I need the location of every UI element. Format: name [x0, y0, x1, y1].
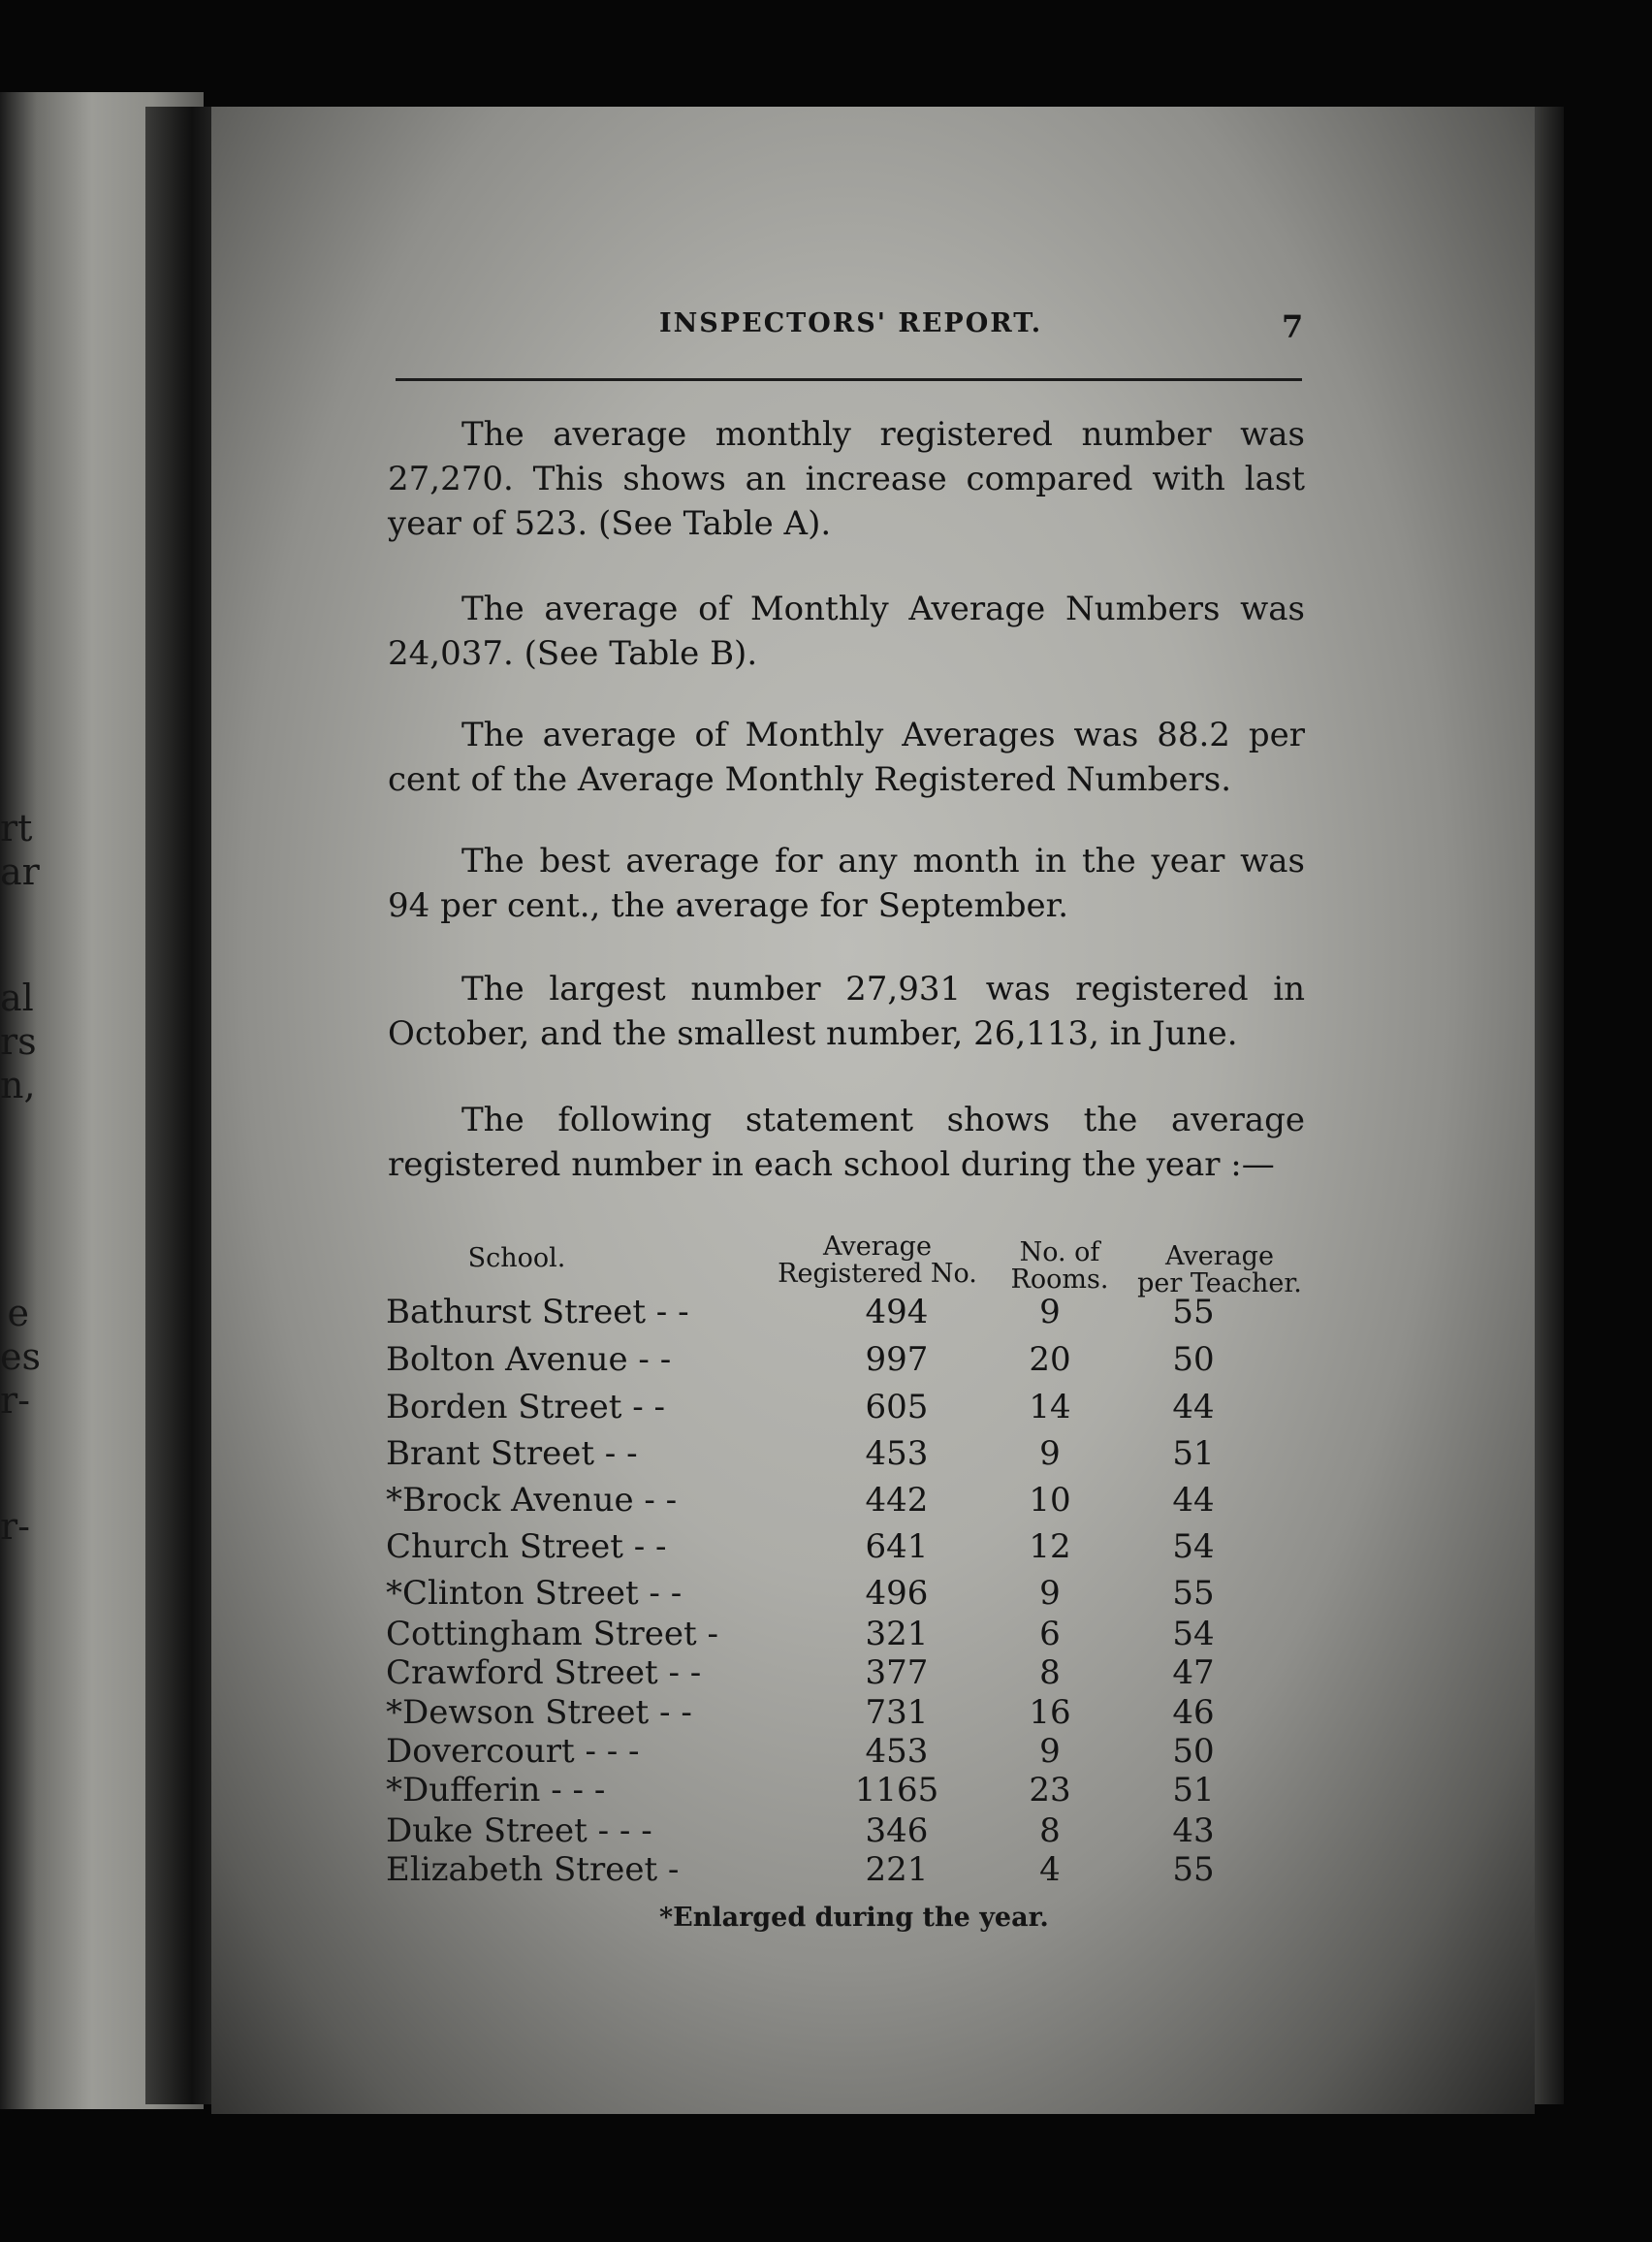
average-per-teacher: 51 — [1172, 1434, 1215, 1473]
rooms-count: 12 — [1029, 1527, 1071, 1566]
school-name: Church Street - - — [386, 1527, 667, 1566]
rooms-count: 16 — [1029, 1693, 1071, 1732]
page-edge-shadow — [1535, 107, 1564, 2104]
paragraph-best-month: The best average for any month in the year was 94 per cent., the average for September. — [388, 842, 1305, 925]
paragraph-largest-smallest: The largest number 27,931 was registered in October, and the smallest number, 26,113, in June. — [388, 970, 1305, 1053]
average-per-teacher: 51 — [1172, 1771, 1215, 1810]
table-row — [386, 1771, 1307, 1810]
table-row — [386, 1293, 1307, 1331]
paragraph-percentage: The average of Monthly Averages was 88.2 per cent of the Average Monthly Registered Numbers. — [388, 716, 1305, 799]
average-per-teacher: 54 — [1172, 1615, 1215, 1653]
registered-number: 605 — [865, 1388, 929, 1426]
table-row — [386, 1850, 1307, 1889]
rooms-count: 9 — [1039, 1293, 1061, 1331]
registered-number: 442 — [865, 1481, 929, 1520]
column-header-per-teacher-line1: Average — [1165, 1241, 1274, 1271]
registered-number: 453 — [865, 1434, 929, 1473]
average-per-teacher: 54 — [1172, 1527, 1215, 1566]
school-name: Borden Street - - — [386, 1388, 666, 1426]
paragraph-monthly-average: The average of Monthly Average Numbers was 24,037. (See Table B). — [388, 590, 1305, 673]
average-per-teacher: 44 — [1172, 1388, 1215, 1426]
average-per-teacher: 55 — [1172, 1293, 1215, 1331]
rooms-count: 9 — [1039, 1434, 1061, 1473]
school-name: Bathurst Street - - — [386, 1293, 689, 1331]
registered-number: 494 — [865, 1293, 929, 1331]
page-number: 7 — [1282, 308, 1304, 345]
table-row — [386, 1574, 1307, 1613]
table-row — [386, 1434, 1307, 1473]
school-name: Bolton Avenue - - — [386, 1340, 672, 1379]
table-row — [386, 1527, 1307, 1566]
school-name: *Brock Avenue - - — [386, 1481, 678, 1520]
school-name: *Clinton Street - - — [386, 1574, 683, 1613]
rooms-count: 6 — [1039, 1615, 1061, 1653]
rooms-count: 8 — [1039, 1653, 1061, 1692]
left-page-text-fragment: r- — [0, 1379, 31, 1422]
left-page-text-fragment: rs — [0, 1020, 37, 1063]
school-name: Dovercourt - - - — [386, 1732, 640, 1771]
registered-number: 1165 — [854, 1771, 939, 1810]
left-page-text-fragment: rt — [0, 807, 33, 849]
left-page-text-fragment: al — [0, 977, 34, 1019]
rooms-count: 8 — [1039, 1811, 1061, 1850]
school-name: *Dufferin - - - — [386, 1771, 606, 1810]
registered-number: 346 — [865, 1811, 929, 1850]
registered-number: 221 — [865, 1850, 929, 1889]
average-per-teacher: 55 — [1172, 1574, 1215, 1613]
rooms-count: 20 — [1029, 1340, 1071, 1379]
table-row — [386, 1653, 1307, 1692]
column-header-school: School. — [467, 1243, 566, 1273]
average-per-teacher: 44 — [1172, 1481, 1215, 1520]
rooms-count: 10 — [1029, 1481, 1071, 1520]
school-name: *Dewson Street - - — [386, 1693, 692, 1732]
column-header-rooms-line1: No. of — [1019, 1237, 1100, 1267]
column-header-registered-line2: Registered No. — [778, 1259, 977, 1289]
paragraph-registered-number: The average monthly registered number was 27,270. This shows an increase compared with last year of 523. (See Table A). — [388, 415, 1305, 543]
table-row — [386, 1481, 1307, 1520]
registered-number: 321 — [865, 1615, 929, 1653]
table-row — [386, 1615, 1307, 1653]
registered-number: 641 — [865, 1527, 929, 1566]
table-row — [386, 1693, 1307, 1732]
registered-number: 997 — [865, 1340, 929, 1379]
rooms-count: 9 — [1039, 1732, 1061, 1771]
left-page-text-fragment: r- — [0, 1505, 31, 1548]
table-row — [386, 1811, 1307, 1850]
table-footnote: *Enlarged during the year. — [659, 1903, 1049, 1933]
rooms-count: 9 — [1039, 1574, 1061, 1613]
rooms-count: 4 — [1039, 1850, 1061, 1889]
left-page-text-fragment: ar — [0, 850, 40, 893]
running-head: INSPECTORS' REPORT. — [659, 308, 1043, 338]
school-name: Brant Street - - — [386, 1434, 638, 1473]
average-per-teacher: 43 — [1172, 1811, 1215, 1850]
average-per-teacher: 46 — [1172, 1693, 1215, 1732]
school-name: Crawford Street - - — [386, 1653, 702, 1692]
column-header-registered-line1: Average — [823, 1232, 932, 1262]
left-page-text-fragment: n, — [0, 1064, 36, 1106]
school-name: Elizabeth Street - — [386, 1850, 680, 1889]
rooms-count: 14 — [1029, 1388, 1071, 1426]
school-name: Cottingham Street - — [386, 1615, 718, 1653]
column-header-rooms-line2: Rooms. — [1010, 1265, 1109, 1295]
registered-number: 453 — [865, 1732, 929, 1771]
registered-number: 731 — [865, 1693, 929, 1732]
header-rule — [396, 378, 1302, 381]
left-page-text-fragment: es — [0, 1335, 41, 1378]
table-row — [386, 1732, 1307, 1771]
average-per-teacher: 50 — [1172, 1340, 1215, 1379]
rooms-count: 23 — [1029, 1771, 1071, 1810]
registered-number: 377 — [865, 1653, 929, 1692]
left-page-text-fragment: e — [7, 1292, 29, 1334]
paragraph-statement-intro: The following statement shows the average registered number in each school during the year :— — [388, 1101, 1305, 1184]
average-per-teacher: 55 — [1172, 1850, 1215, 1889]
table-row — [386, 1340, 1307, 1379]
average-per-teacher: 47 — [1172, 1653, 1215, 1692]
registered-number: 496 — [865, 1574, 929, 1613]
average-per-teacher: 50 — [1172, 1732, 1215, 1771]
school-name: Duke Street - - - — [386, 1811, 652, 1850]
column-header-per-teacher-line2: per Teacher. — [1137, 1268, 1302, 1298]
table-row — [386, 1388, 1307, 1426]
